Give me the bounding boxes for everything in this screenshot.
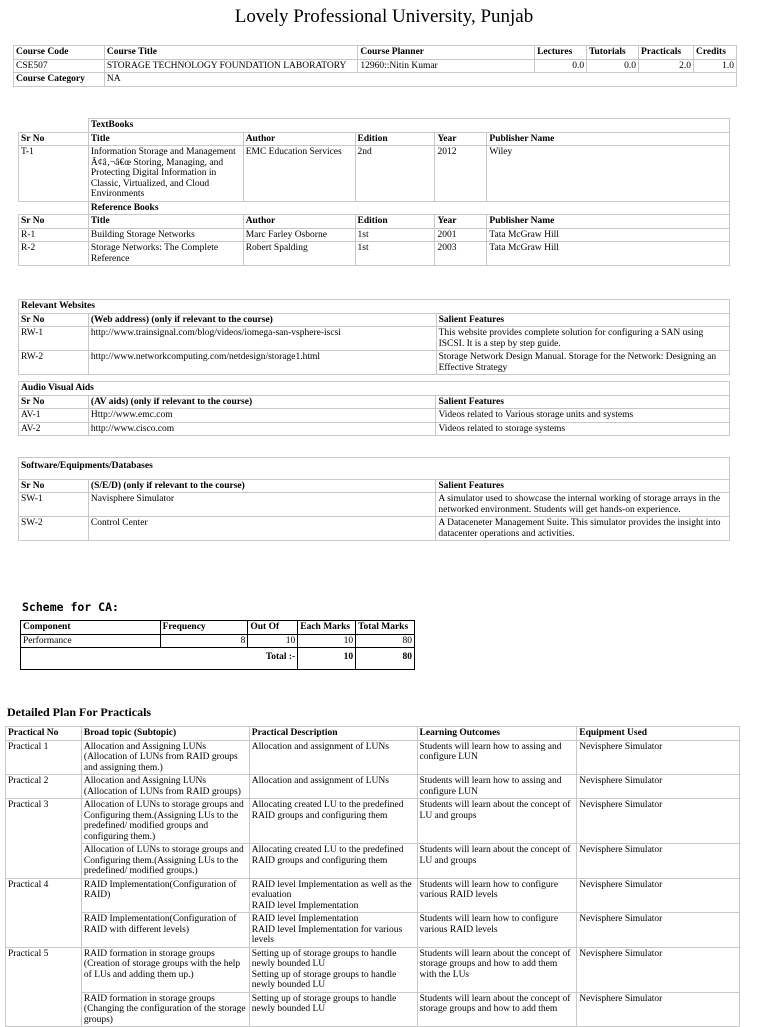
table-row (6, 947, 740, 992)
reference-books-header-row: Sr No Title Author Edition Year Publisher Name (19, 215, 730, 229)
equipment-used: Nevisphere Simulator (577, 775, 740, 799)
practical-number: Practical 3 (6, 799, 82, 879)
ca-total-marks: 80 (356, 648, 415, 670)
practical-description: Setting up of storage groups to handle newly bounded LU Setting up of storage groups to handle newly bounded LU (249, 947, 417, 992)
textbooks-section (19, 119, 730, 202)
practical-description: RAID level Implementation as well as the evaluation RAID level Implementation (249, 878, 417, 913)
table-row: R-1 Building Storage Networks Marc Farley Osborne 1st 2001 Tata McGraw Hill (19, 228, 730, 242)
av-aids-heading: Audio Visual Aids (19, 382, 730, 396)
header-credits: Credits (694, 46, 737, 60)
table-row (6, 740, 740, 775)
learning-outcomes: Students will learn about the concept of storage groups and how to add them (417, 992, 577, 1027)
equipment-used: Nevisphere Simulator (577, 799, 740, 844)
practicals-plan-table (5, 726, 740, 1027)
practical-number: Practical 5 (6, 947, 82, 1027)
tutorials-value: 0.0 (587, 59, 639, 73)
practicals-plan-heading: Detailed Plan For Practicals (7, 705, 152, 719)
course-info-table (13, 45, 737, 87)
header-course-code: Course Code (14, 46, 105, 60)
practical-number: Practical 1 (6, 740, 82, 775)
practicals-rows (6, 740, 740, 1027)
table-row: SW-1 Navisphere Simulator A simulator used to showcase the internal working of storage arrays in the networked environment. Students will get hands-on experience. (19, 493, 730, 517)
practical-description: RAID level Implementation RAID level Implementation for various levels (249, 913, 417, 948)
ca-scheme-table (20, 620, 415, 670)
university-title: Lovely Professional University, Punjab (234, 6, 534, 27)
broad-topic: RAID formation in storage groups (Creation of storage groups with the help of LUs and adding them up.) (81, 947, 249, 992)
practical-description: Allocating created LU to the predefined RAID groups and configuring them (249, 844, 417, 879)
ca-header-row: Component Frequency Out Of Each Marks Total Marks (21, 621, 415, 635)
course-category-row (14, 73, 737, 87)
learning-outcomes: Students will learn how to configure various RAID levels (417, 913, 577, 948)
table-row (6, 913, 740, 948)
learning-outcomes: Students will learn about the concept of storage groups and how to add them with the LUs (417, 947, 577, 992)
course-category-value: NA (104, 73, 736, 87)
software-heading: Software/Equipments/Databases (19, 458, 730, 480)
table-row (6, 844, 740, 879)
course-values-row (14, 59, 737, 73)
table-row (6, 878, 740, 913)
practical-description: Allocation and assignment of LUNs (249, 740, 417, 775)
course-category-label: Course Category (14, 73, 105, 87)
course-title: STORAGE TECHNOLOGY FOUNDATION LABORATORY (104, 59, 358, 73)
table-row: AV-2 http://www.cisco.com Videos related to storage systems (19, 422, 730, 436)
equipment-used: Nevisphere Simulator (577, 740, 740, 775)
course-header-row (14, 46, 737, 60)
reference-books-heading: Reference Books (88, 201, 729, 215)
header-lectures: Lectures (535, 46, 587, 60)
practical-description: Allocating created LU to the predefined RAID groups and configuring them (249, 799, 417, 844)
header-course-title: Course Title (104, 46, 358, 60)
learning-outcomes: Students will learn how to assing and configure LUN (417, 775, 577, 799)
table-row (6, 992, 740, 1027)
website-link: http://www.networkcomputing.com/netdesign/storage1.html (88, 351, 436, 375)
ca-total-row (21, 648, 415, 670)
audio-visual-aids-table (18, 381, 730, 436)
websites-header-row: Sr No (Web address) (only if relevant to the course) Salient Features (19, 313, 730, 327)
course-code: CSE507 (14, 59, 105, 73)
books-table (18, 118, 730, 266)
av-aids-header-row: Sr No (AV aids) (only if relevant to the course) Salient Features (19, 395, 730, 409)
learning-outcomes: Students will learn about the concept of LU and groups (417, 844, 577, 879)
lectures-value: 0.0 (535, 59, 587, 73)
practical-number: Practical 4 (6, 878, 82, 947)
header-course-planner: Course Planner (358, 46, 535, 60)
equipment-used: Nevisphere Simulator (577, 913, 740, 948)
equipment-used: Nevisphere Simulator (577, 878, 740, 913)
table-row: RW-1 http://www.trainsignal.com/blog/videos/iomega-san-vsphere-iscsi This website provides complete solution for configuring a SAN using ISCSI. It is a step by step guide. (19, 327, 730, 351)
equipment-used: Nevisphere Simulator (577, 844, 740, 879)
websites-heading: Relevant Websites (19, 300, 730, 314)
textbooks-heading: TextBooks (88, 119, 729, 133)
learning-outcomes: Students will learn about the concept of LU and groups (417, 799, 577, 844)
learning-outcomes: Students will learn how to assing and configure LUN (417, 740, 577, 775)
table-row: SW-2 Control Center A Dataceneter Management Suite. This simulator provides the insight into datacenter operations and activities. (19, 517, 730, 541)
broad-topic: Allocation of LUNs to storage groups and Configuring them.(Assigning LUs to the predefined/ modified groups and configuring them.) (81, 799, 249, 844)
ca-scheme-heading: Scheme for CA: (22, 600, 119, 614)
ca-total-each: 10 (298, 648, 356, 670)
practical-description: Allocation and assignment of LUNs (249, 775, 417, 799)
table-row: AV-1 Http://www.emc.com Videos related to Various storage units and systems (19, 409, 730, 423)
practicals-value: 2.0 (639, 59, 694, 73)
table-row: Performance 8 10 10 80 (21, 634, 415, 648)
practical-number: Practical 2 (6, 775, 82, 799)
relevant-websites-table (18, 299, 730, 375)
table-row (6, 775, 740, 799)
header-tutorials: Tutorials (587, 46, 639, 60)
broad-topic: Allocation of LUNs to storage groups and Configuring them.(Assigning LUs to the predefined/ modified groups.) (81, 844, 249, 879)
broad-topic: Allocation and Assigning LUNs (Allocation of LUNs from RAID groups and assigning them.) (81, 740, 249, 775)
table-row: R-2 Storage Networks: The Complete Reference Robert Spalding 1st 2003 Tata McGraw Hill (19, 242, 730, 266)
broad-topic: RAID Implementation(Configuration of RAID) (81, 878, 249, 913)
course-planner: 12960::Nitin Kumar (358, 59, 535, 73)
practicals-header-row: Practical No Broad topic (Subtopic) Practical Description Learning Outcomes Equipment Used (6, 727, 740, 741)
ca-total-label: Total :- (21, 648, 298, 670)
header-practicals: Practicals (639, 46, 694, 60)
broad-topic: RAID formation in storage groups (Changing the configuration of the storage groups) (81, 992, 249, 1027)
website-link: http://www.trainsignal.com/blog/videos/iomega-san-vsphere-iscsi (88, 327, 436, 351)
learning-outcomes: Students will learn how to configure various RAID levels (417, 878, 577, 913)
credits-value: 1.0 (694, 59, 737, 73)
table-row (6, 799, 740, 844)
reference-books-section (19, 201, 730, 266)
equipment-used: Nevisphere Simulator (577, 992, 740, 1027)
software-header-row: Sr No (S/E/D) (only if relevant to the course) Salient Features (19, 479, 730, 493)
equipment-used: Nevisphere Simulator (577, 947, 740, 992)
broad-topic: Allocation and Assigning LUNs (Allocation of LUNs from RAID groups) (81, 775, 249, 799)
practical-description: Setting up of storage groups to handle newly bounded LU (249, 992, 417, 1027)
table-row: T-1 Information Storage and Management Ã¢â‚¬â€œ Storing, Managing, and Protecting Digital Information in Classic, Virtualized, and Cloud Environments EMC Education Services 2nd 2012 Wiley (19, 146, 730, 202)
broad-topic: RAID Implementation(Configuration of RAID with different levels) (81, 913, 249, 948)
software-equipments-table (18, 457, 730, 541)
table-row: RW-2 http://www.networkcomputing.com/netdesign/storage1.html Storage Network Design Manual. Storage for the Network: Designing an Effective Strategy (19, 351, 730, 375)
textbooks-header-row: Sr No Title Author Edition Year Publisher Name (19, 132, 730, 146)
